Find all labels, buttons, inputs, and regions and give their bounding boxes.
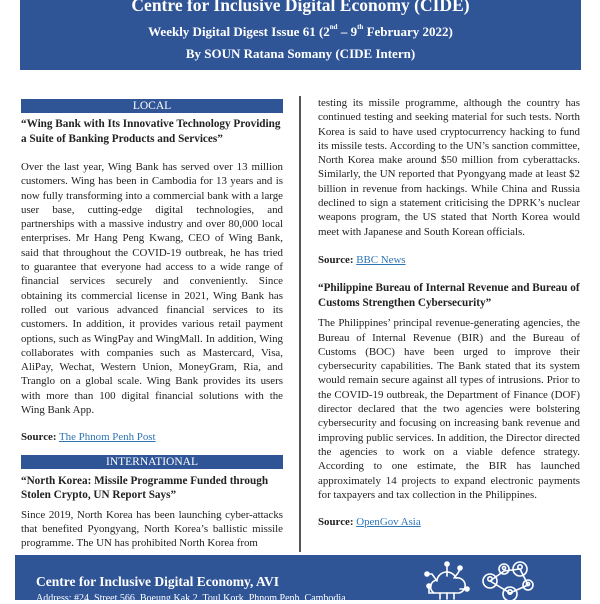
subtitle-prefix: Weekly Digital Digest Issue 61 (2	[148, 24, 330, 39]
subtitle-sup-nd: nd	[329, 23, 338, 31]
footer-icons	[420, 559, 580, 600]
source-link-opengov-asia[interactable]: OpenGov Asia	[356, 516, 421, 529]
header-title: Centre for Inclusive Digital Economy (CIDE)	[131, 0, 470, 15]
article-body-north-korea-part2: testing its missile programme, although the country has continued testing and seeking material for such tests. North Korea is said to have used cryptocurrency hacking to fund its missile tests. According to the UN’s sanction committee, North Korea make around $50 million from cyberattacks. Similarly, the UN reported that Pyongyang made at least $2 billion in revenue from hackings. While China and Russia declined to sign a statement criticising the DPRK’s nuclear weapons program, the US stated that North Korea would meet with Japanese and South Korean officials.	[318, 97, 580, 238]
article-body-philippine-bir: The Philippines’ principal revenue-generating agencies, the Bureau of Internal Revenue (BIR) and the Bureau of Customs (BOC) have been urged to improve their cybersecurity capabilities. The Bank stated that its system would remain secure against all types of intrusions. Prior to the COVID-19 outbreak, the Department of Finance (DOF) director declared that the two agencies were bolstering cybersecurity and focusing on increasing bank revenue and improving public services. In addition, the Director directed the agencies to work on a viable defence strategy. According to one estimate, the BIR has launched approximately 14 projects to expand electronic payments for taxpayers and tax collection in the Philippines.	[318, 317, 580, 501]
column-divider	[299, 96, 301, 552]
cloud-network-icon	[425, 562, 469, 599]
section-bar-local: LOCAL	[21, 99, 283, 113]
source-label: Source:	[318, 516, 354, 529]
newsletter-header	[20, 0, 581, 70]
article-source-wing-bank	[21, 430, 283, 444]
article-body-north-korea-part1: Since 2019, North Korea has been launching cyber-attacks that benefited Pyongyang, North Korea’s ballistic missile programme. The UN has prohibited North Korea from	[21, 508, 283, 550]
article-title-philippine-bir: “Philippine Bureau of Internal Revenue and Bureau of Customs Strengthen Cybersecurity”	[318, 282, 580, 309]
article-source-north-korea	[318, 253, 580, 267]
footer-org-name: Centre for Inclusive Digital Economy, AVI	[36, 574, 280, 589]
header-subtitle	[20, 24, 581, 40]
right-column	[318, 96, 580, 529]
subtitle-suffix: February 2022)	[363, 24, 453, 39]
article-title-north-korea: “North Korea: Missile Programme Funded through Stolen Crypto, UN Report Says”	[21, 474, 269, 502]
left-column	[21, 99, 283, 551]
source-link-phnom-penh-post[interactable]: The Phnom Penh Post	[59, 431, 156, 444]
newsletter-footer	[15, 555, 581, 604]
article-title-wing-bank: “Wing Bank with Its Innovative Technology Providing a Suite of Banking Products and Services”	[21, 118, 281, 145]
footer-address: Address: #24, Street 566, Boeung Kak 2, Toul Kork, Phnom Penh, Cambodia	[36, 593, 346, 604]
source-label: Source:	[318, 253, 354, 266]
source-label: Source:	[21, 431, 57, 444]
subtitle-sup-th: th	[357, 23, 364, 31]
section-bar-international: INTERNATIONAL	[21, 455, 283, 469]
subtitle-mid: – 9	[337, 24, 358, 39]
header-byline: By SOUN Ratana Somany (CIDE Intern)	[185, 46, 416, 61]
article-source-philippine-bir	[318, 515, 580, 529]
people-network-icon	[483, 562, 533, 600]
source-link-bbc-news[interactable]: BBC News	[356, 253, 406, 266]
article-body-wing-bank: Over the last year, Wing Bank has served over 13 million customers. Wing has been in Cambodia for 13 years and is now fully transforming into a commercial bank with a large user base, cutting-edge digital technologies, and partnerships with a massive industry and over 80,000 local enterprises. Mr Hang Peng Kwang, CEO of Wing Bank, said that throughout the COVID-19 outbreak, he has tried to guarantee that everyone had access to a wide range of financial services securely and conveniently. Since obtaining its commercial license in 2021, Wing Bank has rolled out various advanced financial services to its customers. In addition, it provides various retail payment options, such as WingPay and WingMall. In addition, Wing collaborates with companies such as Mastercard, Visa, AliPay, Wechat, Western Union, MoneyGram, Ria, and Tranglo on a global scale. Wing Bank provides its users with more than 100 digital financial solutions with the Wing Bank App.	[21, 161, 283, 417]
